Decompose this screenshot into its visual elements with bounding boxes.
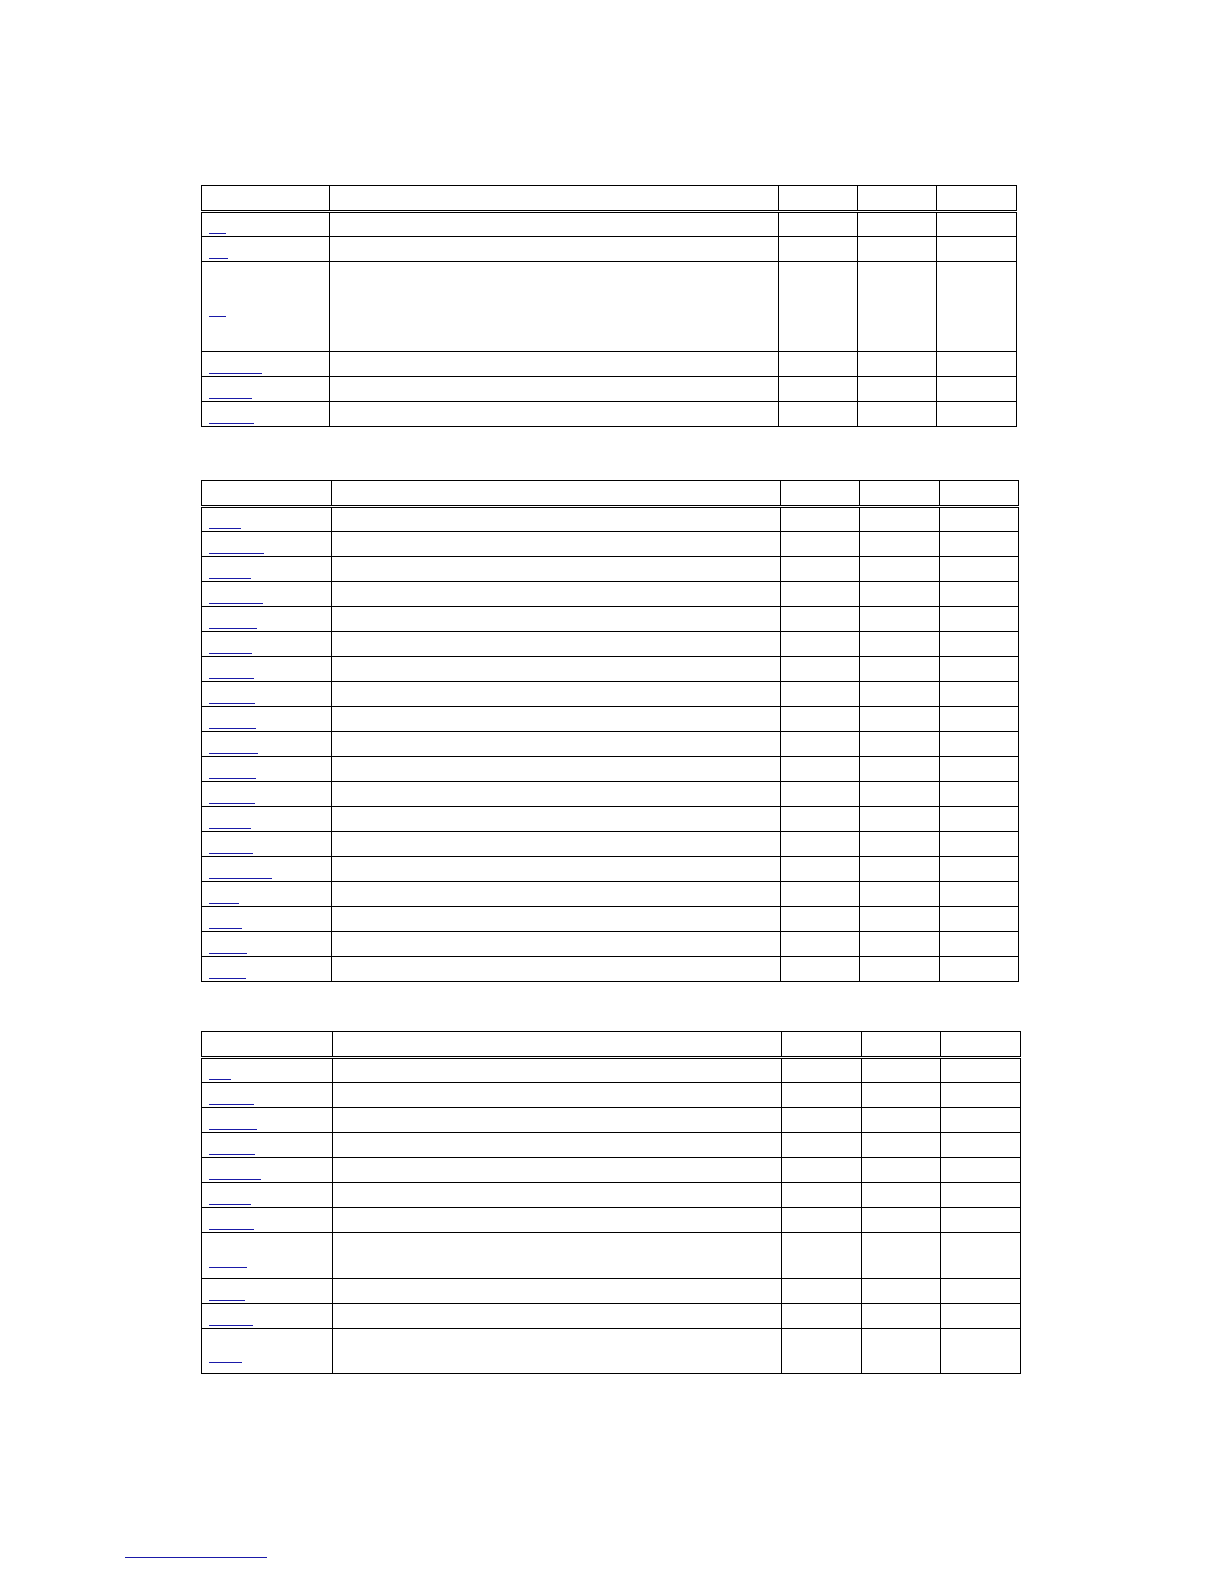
table-row (202, 532, 1019, 557)
row-link[interactable] (209, 373, 262, 374)
table-cell (781, 632, 860, 657)
table-cell (862, 1183, 941, 1208)
table-cell (941, 1208, 1021, 1233)
link-cell (202, 1183, 333, 1208)
table-cell (860, 782, 940, 807)
row-link[interactable] (209, 233, 226, 234)
table-cell (782, 1233, 862, 1279)
table-cell (862, 1279, 941, 1304)
link-cell (202, 377, 330, 402)
table-row (202, 632, 1019, 657)
table-row (202, 377, 1017, 402)
table-cell (333, 1133, 782, 1158)
row-link[interactable] (209, 928, 242, 929)
row-link[interactable] (209, 678, 254, 679)
row-link[interactable] (209, 978, 246, 979)
table-cell (782, 1279, 862, 1304)
table-cell (781, 607, 860, 632)
table-cell (332, 907, 781, 932)
table-cell (860, 507, 940, 532)
table-cell (330, 402, 779, 427)
header-cell (202, 1032, 333, 1058)
table-cell (941, 1083, 1021, 1108)
link-cell (202, 1133, 333, 1158)
table-cell (779, 237, 858, 262)
table-row (202, 907, 1019, 932)
table-header-row (202, 1032, 1021, 1058)
link-cell (202, 782, 332, 807)
table-cell (332, 507, 781, 532)
table-cell (862, 1083, 941, 1108)
row-link[interactable] (209, 423, 254, 424)
table-cell (779, 352, 858, 377)
table-cell (937, 377, 1017, 402)
table-row (202, 1329, 1021, 1374)
link-cell (202, 832, 332, 857)
header-cell (860, 481, 940, 507)
table-cell (862, 1158, 941, 1183)
table-cell (940, 607, 1019, 632)
table-cell (781, 707, 860, 732)
row-link[interactable] (209, 1129, 257, 1130)
table-cell (860, 657, 940, 682)
table-cell (779, 262, 858, 352)
table-cell (858, 402, 937, 427)
link-cell (202, 907, 332, 932)
table-cell (940, 857, 1019, 882)
table-cell (332, 957, 781, 982)
link-cell (202, 732, 332, 757)
table-row (202, 732, 1019, 757)
table-cell (860, 682, 940, 707)
row-link[interactable] (209, 1300, 245, 1301)
header-cell (781, 481, 860, 507)
table-cell (860, 932, 940, 957)
table-cell (860, 957, 940, 982)
table-cell (333, 1058, 782, 1083)
table-cell (332, 882, 781, 907)
row-link[interactable] (209, 528, 241, 529)
link-cell (202, 532, 332, 557)
header-cell (332, 481, 781, 507)
header-cell (862, 1032, 941, 1058)
table-cell (781, 782, 860, 807)
table-cell (781, 857, 860, 882)
table-cell (782, 1058, 862, 1083)
table-cell (937, 237, 1017, 262)
table-cell (940, 882, 1019, 907)
row-link[interactable] (209, 1179, 261, 1180)
table-cell (940, 557, 1019, 582)
table-cell (781, 657, 860, 682)
table-cell (940, 832, 1019, 857)
table-cell (332, 682, 781, 707)
header-cell (940, 481, 1019, 507)
link-cell (202, 632, 332, 657)
link-cell (202, 1233, 333, 1279)
table-cell (940, 507, 1019, 532)
row-link[interactable] (209, 603, 263, 604)
table-cell (330, 262, 779, 352)
table-row (202, 882, 1019, 907)
link-cell (202, 1158, 333, 1183)
table-cell (781, 507, 860, 532)
header-cell (202, 481, 332, 507)
table-cell (332, 732, 781, 757)
table-cell (860, 582, 940, 607)
table-row (202, 507, 1019, 532)
row-link[interactable] (209, 316, 226, 317)
table-cell (330, 352, 779, 377)
table-cell (940, 907, 1019, 932)
table-header-row (202, 481, 1019, 507)
link-cell (202, 932, 332, 957)
row-link[interactable] (209, 853, 253, 854)
link-cell (202, 857, 332, 882)
table-cell (862, 1208, 941, 1233)
row-link[interactable] (209, 1154, 255, 1155)
table-cell (940, 732, 1019, 757)
table-cell (782, 1133, 862, 1158)
table-row (202, 782, 1019, 807)
table-cell (862, 1058, 941, 1083)
table-cell (332, 657, 781, 682)
table-cell (860, 732, 940, 757)
table-cell (940, 532, 1019, 557)
link-cell (202, 1304, 333, 1329)
table-cell (860, 807, 940, 832)
table-row (202, 582, 1019, 607)
table-cell (941, 1183, 1021, 1208)
link-cell (202, 212, 330, 237)
link-cell (202, 402, 330, 427)
table-cell (860, 757, 940, 782)
link-cell (202, 1083, 333, 1108)
header-cell (779, 186, 858, 212)
table-row (202, 212, 1017, 237)
table-cell (779, 377, 858, 402)
link-cell (202, 237, 330, 262)
table-cell (937, 262, 1017, 352)
table-cell (782, 1108, 862, 1133)
table-cell (332, 757, 781, 782)
table-cell (333, 1083, 782, 1108)
table-row (202, 657, 1019, 682)
table-row (202, 1279, 1021, 1304)
link-cell (202, 1279, 333, 1304)
header-cell (858, 186, 937, 212)
table-cell (940, 782, 1019, 807)
table-cell (333, 1304, 782, 1329)
table-cell (941, 1304, 1021, 1329)
table-cell (860, 832, 940, 857)
table-cell (940, 807, 1019, 832)
table-header-row (202, 186, 1017, 212)
table-cell (781, 582, 860, 607)
row-link[interactable] (209, 398, 252, 399)
table-cell (781, 532, 860, 557)
table-1 (201, 185, 1017, 427)
table-cell (862, 1233, 941, 1279)
link-cell (202, 757, 332, 782)
row-link[interactable] (209, 1267, 247, 1268)
table-cell (333, 1279, 782, 1304)
table-cell (941, 1133, 1021, 1158)
table-cell (332, 807, 781, 832)
row-link[interactable] (209, 1229, 254, 1230)
row-link[interactable] (209, 953, 247, 954)
table-cell (858, 262, 937, 352)
table-cell (858, 237, 937, 262)
table-row (202, 352, 1017, 377)
table-cell (862, 1108, 941, 1133)
row-link[interactable] (209, 258, 228, 259)
table-row (202, 932, 1019, 957)
table-cell (332, 632, 781, 657)
table-cell (782, 1208, 862, 1233)
table-cell (330, 212, 779, 237)
table-cell (781, 757, 860, 782)
table-cell (940, 707, 1019, 732)
table-cell (333, 1329, 782, 1374)
table-cell (940, 757, 1019, 782)
link-cell (202, 657, 332, 682)
table-row (202, 1108, 1021, 1133)
table-cell (782, 1183, 862, 1208)
row-link[interactable] (209, 628, 257, 629)
table-cell (860, 907, 940, 932)
table-row (202, 957, 1019, 982)
row-link[interactable] (209, 578, 251, 579)
row-link[interactable] (209, 653, 252, 654)
table-cell (941, 1158, 1021, 1183)
table-cell (860, 632, 940, 657)
row-link[interactable] (209, 778, 256, 779)
table-cell (782, 1329, 862, 1374)
table-cell (330, 237, 779, 262)
table-row (202, 807, 1019, 832)
table-cell (858, 377, 937, 402)
table-row (202, 1233, 1021, 1279)
row-link[interactable] (209, 1362, 242, 1363)
table-cell (333, 1208, 782, 1233)
footnote-separator (125, 1557, 267, 1558)
link-cell (202, 1329, 333, 1374)
row-link[interactable] (209, 1325, 253, 1326)
table-cell (332, 832, 781, 857)
table-2 (201, 480, 1019, 982)
table-row (202, 1158, 1021, 1183)
link-cell (202, 1108, 333, 1133)
link-cell (202, 557, 332, 582)
link-cell (202, 1058, 333, 1083)
row-link[interactable] (209, 703, 255, 704)
table-row (202, 832, 1019, 857)
table-row (202, 857, 1019, 882)
link-cell (202, 262, 330, 352)
table-cell (782, 1083, 862, 1108)
table-cell (332, 707, 781, 732)
table-cell (782, 1158, 862, 1183)
table-cell (860, 532, 940, 557)
table-row (202, 682, 1019, 707)
table-cell (781, 907, 860, 932)
table-row (202, 557, 1019, 582)
table-cell (862, 1304, 941, 1329)
table-cell (860, 857, 940, 882)
table-3 (201, 1031, 1021, 1374)
row-link[interactable] (209, 903, 239, 904)
row-link[interactable] (209, 728, 256, 729)
table-cell (862, 1133, 941, 1158)
table-cell (858, 352, 937, 377)
link-cell (202, 1208, 333, 1233)
header-cell (941, 1032, 1021, 1058)
row-link[interactable] (209, 878, 272, 879)
row-link[interactable] (209, 803, 255, 804)
table-cell (782, 1304, 862, 1329)
table-row (202, 402, 1017, 427)
table-cell (333, 1108, 782, 1133)
table-cell (781, 932, 860, 957)
link-cell (202, 807, 332, 832)
table-cell (333, 1183, 782, 1208)
table-cell (332, 782, 781, 807)
table-cell (941, 1329, 1021, 1374)
row-link[interactable] (209, 828, 251, 829)
table-cell (860, 607, 940, 632)
row-link[interactable] (209, 1079, 231, 1080)
table-cell (781, 882, 860, 907)
link-cell (202, 582, 332, 607)
link-cell (202, 957, 332, 982)
link-cell (202, 882, 332, 907)
table-cell (940, 657, 1019, 682)
table-row (202, 1208, 1021, 1233)
table-cell (860, 707, 940, 732)
header-cell (937, 186, 1017, 212)
table-cell (781, 682, 860, 707)
table-cell (940, 632, 1019, 657)
header-cell (333, 1032, 782, 1058)
table-cell (940, 932, 1019, 957)
table-cell (330, 377, 779, 402)
table-cell (937, 402, 1017, 427)
table-row (202, 237, 1017, 262)
table-cell (781, 832, 860, 857)
table-row (202, 1133, 1021, 1158)
table-cell (937, 212, 1017, 237)
table-cell (941, 1233, 1021, 1279)
row-link[interactable] (209, 753, 258, 754)
table-cell (779, 212, 858, 237)
table-cell (940, 582, 1019, 607)
table-cell (860, 557, 940, 582)
table-row (202, 1083, 1021, 1108)
table-cell (941, 1058, 1021, 1083)
table-cell (860, 882, 940, 907)
table-cell (862, 1329, 941, 1374)
link-cell (202, 682, 332, 707)
link-cell (202, 607, 332, 632)
table-row (202, 1304, 1021, 1329)
table-cell (937, 352, 1017, 377)
link-cell (202, 507, 332, 532)
table-cell (781, 807, 860, 832)
table-row (202, 757, 1019, 782)
link-cell (202, 707, 332, 732)
table-cell (332, 857, 781, 882)
table-cell (332, 557, 781, 582)
row-link[interactable] (209, 1104, 254, 1105)
table-cell (940, 682, 1019, 707)
table-cell (332, 582, 781, 607)
table-row (202, 1058, 1021, 1083)
table-row (202, 707, 1019, 732)
table-cell (858, 212, 937, 237)
table-row (202, 1183, 1021, 1208)
table-cell (781, 557, 860, 582)
table-cell (332, 932, 781, 957)
table-cell (781, 957, 860, 982)
row-link[interactable] (209, 553, 264, 554)
table-cell (940, 957, 1019, 982)
header-cell (782, 1032, 862, 1058)
table-cell (941, 1108, 1021, 1133)
row-link[interactable] (209, 1204, 251, 1205)
table-cell (941, 1279, 1021, 1304)
header-cell (330, 186, 779, 212)
header-cell (202, 186, 330, 212)
table-row (202, 607, 1019, 632)
table-row (202, 262, 1017, 352)
table-cell (779, 402, 858, 427)
table-cell (333, 1158, 782, 1183)
link-cell (202, 352, 330, 377)
table-cell (332, 532, 781, 557)
table-cell (781, 732, 860, 757)
table-cell (333, 1233, 782, 1279)
table-cell (332, 607, 781, 632)
